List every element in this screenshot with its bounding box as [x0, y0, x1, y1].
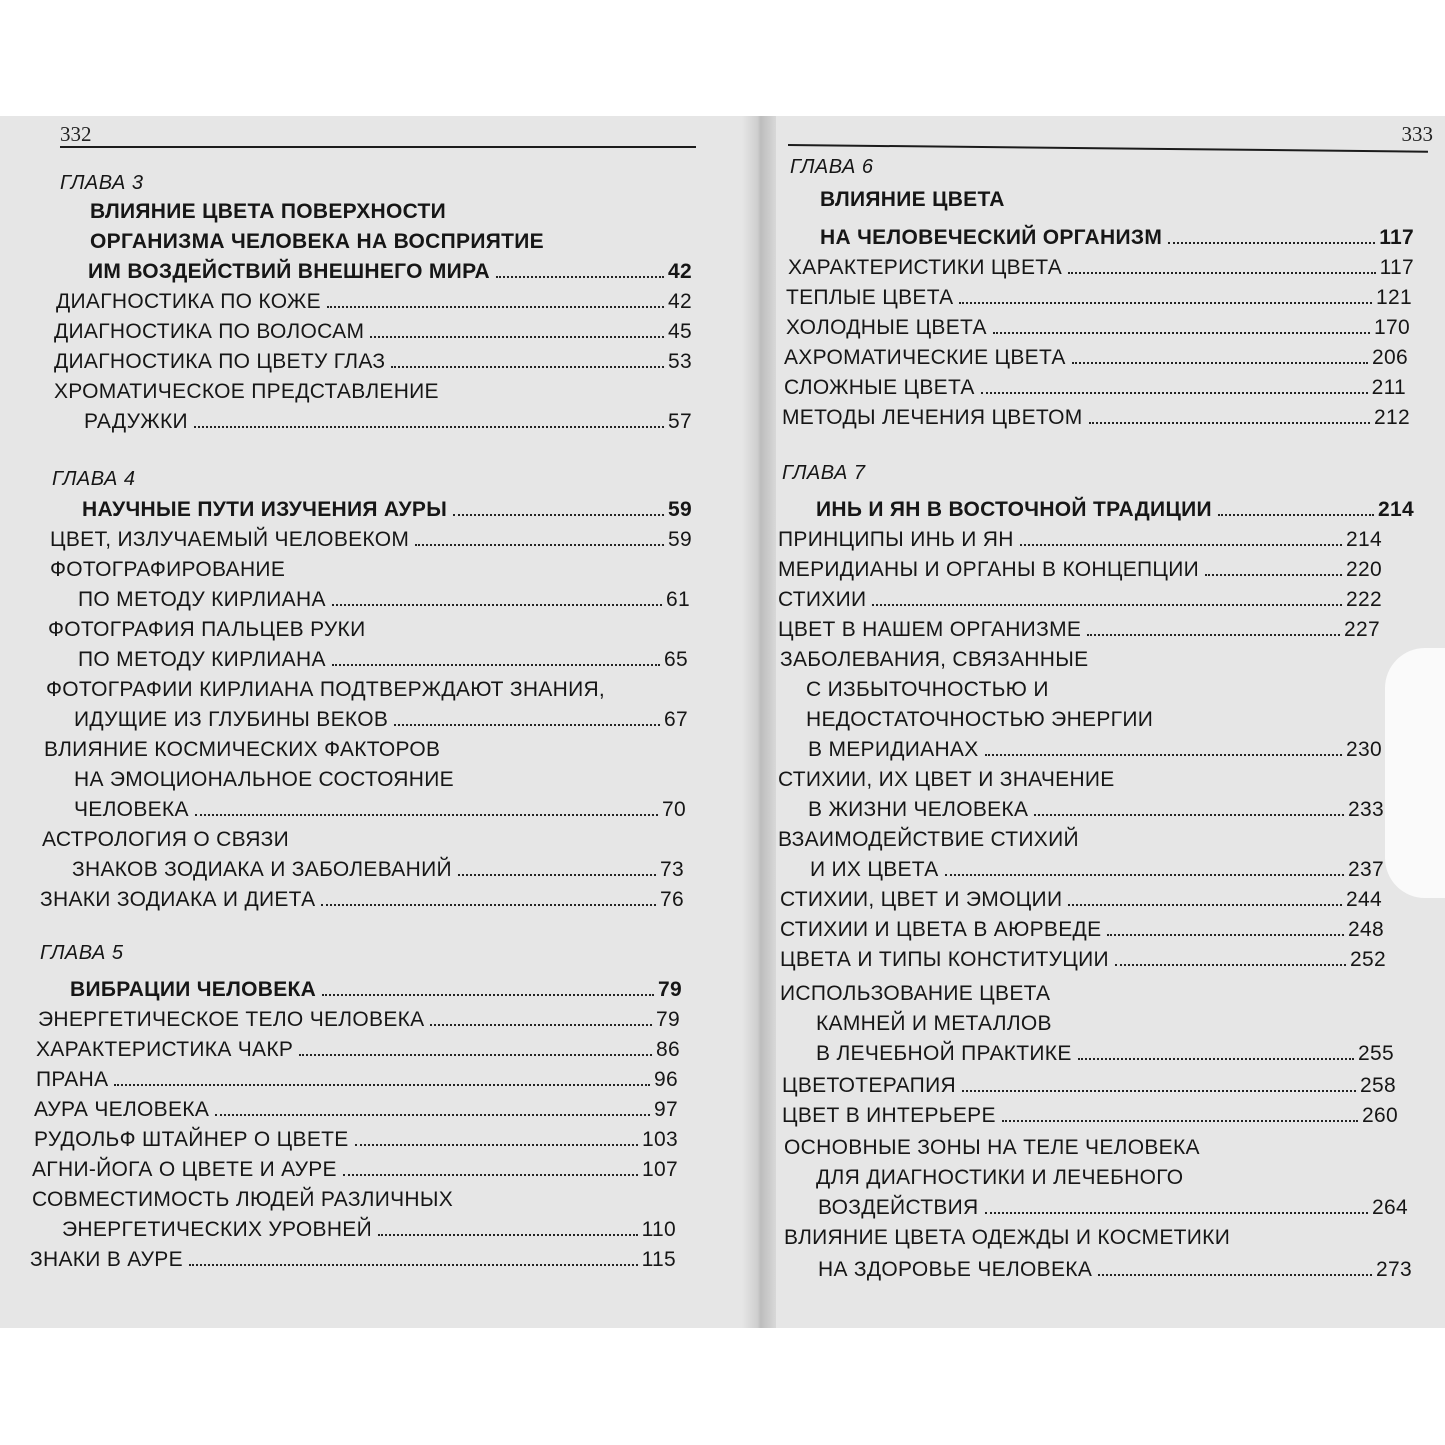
toc-entry-page: 96 [654, 1068, 678, 1091]
toc-entry-page: 73 [660, 858, 684, 881]
toc-entry-title: АУРА ЧЕЛОВЕКА [34, 1098, 210, 1121]
toc-entry[interactable] [54, 320, 692, 344]
dot-leader [962, 1090, 1356, 1092]
toc-entry-title: В МЕРИДИАНАХ [808, 738, 979, 761]
dot-leader [1168, 242, 1375, 244]
dot-leader [343, 1174, 638, 1176]
toc-entry-title: ЭНЕРГЕТИЧЕСКИХ УРОВНЕЙ [62, 1218, 373, 1241]
chapter-label: ГЛАВА 4 [52, 468, 136, 490]
toc-entry-title: КАМНЕЙ И МЕТАЛЛОВ [816, 1012, 1052, 1035]
toc-entry-title: ВОЗДЕЙСТВИЯ [818, 1196, 979, 1219]
toc-entry-title: ХАРАКТЕРИСТИКИ ЦВЕТА [788, 256, 1063, 279]
toc-entry-title: ДИАГНОСТИКА ПО ВОЛОСАМ [54, 320, 365, 343]
dot-leader [114, 1084, 650, 1086]
toc-entry-page: 115 [641, 1248, 676, 1271]
toc-entry-page: 170 [1374, 316, 1410, 339]
toc-entry-page: 206 [1372, 346, 1408, 369]
toc-entry[interactable] [36, 1068, 678, 1092]
toc-entry[interactable] [78, 588, 690, 612]
toc-entry-title: ДИАГНОСТИКА ПО ЦВЕТУ ГЛАЗ [54, 350, 386, 373]
dot-leader [370, 336, 664, 338]
toc-entry-title: ИМ ВОЗДЕЙСТВИЙ ВНЕШНЕГО МИРА [88, 260, 490, 283]
toc-entry[interactable] [820, 226, 1414, 250]
dot-leader [959, 302, 1372, 304]
dot-leader [322, 994, 654, 996]
toc-entry[interactable] [810, 858, 1384, 882]
toc-entry[interactable] [780, 948, 1386, 972]
toc-entry-title: ИНЬ И ЯН В ВОСТОЧНОЙ ТРАДИЦИИ [816, 498, 1212, 521]
toc-entry-title: ЭНЕРГЕТИЧЕСКОЕ ТЕЛО ЧЕЛОВЕКА [38, 1008, 425, 1031]
toc-entry-title: ПО МЕТОДУ КИРЛИАНА [78, 588, 326, 611]
toc-entry-page: 42 [668, 260, 692, 283]
page-number: 333 [1401, 122, 1433, 146]
dot-leader [981, 392, 1368, 394]
toc-entry-title: ПО МЕТОДУ КИРЛИАНА [78, 648, 326, 671]
toc-entry[interactable] [818, 1258, 1412, 1282]
toc-entry-page: 273 [1376, 1258, 1412, 1281]
toc-entry-page: 107 [642, 1158, 678, 1181]
toc-entry[interactable] [778, 618, 1380, 642]
toc-entry-page: 211 [1371, 376, 1406, 399]
dot-leader [1107, 934, 1344, 936]
toc-entry-title: ХАРАКТЕРИСТИКА ЧАКР [36, 1038, 294, 1061]
toc-entry[interactable] [778, 528, 1382, 552]
toc-entry-title: ВЛИЯНИЕ ЦВЕТА ОДЕЖДЫ И КОСМЕТИКИ [784, 1226, 1231, 1249]
toc-entry-title: ВИБРАЦИИ ЧЕЛОВЕКА [70, 978, 317, 1001]
toc-entry-page: 57 [668, 410, 692, 433]
dot-leader [391, 366, 664, 368]
toc-entry[interactable] [778, 558, 1382, 582]
toc-entry-title: В ЛЕЧЕБНОЙ ПРАКТИКЕ [816, 1042, 1072, 1065]
dot-leader [1002, 1120, 1358, 1122]
toc-entry-page: 260 [1362, 1104, 1398, 1127]
toc-entry[interactable] [78, 648, 688, 672]
dot-leader [299, 1054, 652, 1056]
dot-leader [945, 874, 1344, 876]
toc-entry[interactable] [780, 918, 1384, 942]
toc-entry-title: АХРОМАТИЧЕСКИЕ ЦВЕТА [784, 346, 1066, 369]
dot-leader [496, 276, 664, 278]
dot-leader [195, 814, 658, 816]
toc-entry-title: НЕДОСТАТОЧНОСТЬЮ ЭНЕРГИИ [806, 708, 1154, 731]
toc-entry-page: 227 [1344, 618, 1380, 641]
toc-entry-title: ЗНАКОВ ЗОДИАКА И ЗАБОЛЕВАНИЙ [72, 858, 452, 881]
dot-leader [985, 1212, 1369, 1214]
dot-leader [1089, 422, 1371, 424]
toc-entry-title: НА ЧЕЛОВЕЧЕСКИЙ ОРГАНИЗМ [820, 226, 1163, 249]
dot-leader [415, 544, 664, 546]
toc-entry-title: С ИЗБЫТОЧНОСТЬЮ И [806, 678, 1049, 701]
toc-entry-title: В ЖИЗНИ ЧЕЛОВЕКА [808, 798, 1029, 821]
dot-leader [1078, 1058, 1354, 1060]
toc-entry[interactable] [36, 1038, 680, 1062]
toc-entry-title: СТИХИИ, ИХ ЦВЕТ И ЗНАЧЕНИЕ [778, 768, 1115, 791]
right-page [776, 116, 1445, 1328]
toc-entry-title: ЗНАКИ ЗОДИАКА И ДИЕТА [40, 888, 316, 911]
toc-entry[interactable] [62, 1218, 676, 1242]
dot-leader [1098, 1274, 1372, 1276]
toc-entry-title: ПРАНА [36, 1068, 109, 1091]
chapter-title: ВЛИЯНИЕ ЦВЕТА [820, 188, 1005, 211]
toc-entry[interactable] [74, 708, 688, 732]
chapter-title: ОРГАНИЗМА ЧЕЛОВЕКА НА ВОСПРИЯТИЕ [90, 230, 544, 253]
toc-entry[interactable] [84, 410, 692, 434]
toc-entry[interactable] [34, 1128, 678, 1152]
toc-entry-page: 79 [656, 1008, 680, 1031]
toc-entry-page: 244 [1346, 888, 1382, 911]
toc-entry[interactable] [40, 888, 684, 912]
toc-entry-title: ХОЛОДНЫЕ ЦВЕТА [786, 316, 987, 339]
toc-entry[interactable] [54, 350, 692, 374]
toc-entry[interactable] [808, 798, 1384, 822]
toc-entry-title: ТЕПЛЫЕ ЦВЕТА [786, 286, 954, 309]
toc-entry-page: 42 [668, 290, 692, 313]
toc-entry-page: 70 [662, 798, 686, 821]
toc-entry-page: 59 [668, 528, 692, 551]
chapter-title: ВЛИЯНИЕ ЦВЕТА ПОВЕРХНОСТИ [90, 200, 447, 223]
toc-entry-page: 110 [641, 1218, 676, 1241]
toc-entry[interactable] [816, 498, 1414, 522]
toc-entry[interactable] [88, 260, 692, 284]
toc-entry-page: 237 [1348, 858, 1384, 881]
toc-entry-page: 220 [1346, 558, 1382, 581]
toc-entry[interactable] [70, 978, 682, 1002]
toc-entry-title: ПРИНЦИПЫ ИНЬ И ЯН [778, 528, 1014, 551]
dot-leader [430, 1024, 652, 1026]
chapter-label: ГЛАВА 6 [790, 156, 874, 178]
dot-leader [993, 332, 1370, 334]
toc-entry-title: ДИАГНОСТИКА ПО КОЖЕ [56, 290, 321, 313]
toc-entry-page: 103 [642, 1128, 678, 1151]
toc-entry-page: 86 [656, 1038, 680, 1061]
toc-entry-title: ЧЕЛОВЕКА [74, 798, 189, 821]
page-number: 332 [60, 122, 92, 146]
toc-entry[interactable] [784, 376, 1406, 400]
toc-entry[interactable] [784, 346, 1408, 370]
dot-leader [327, 306, 664, 308]
dot-leader [215, 1114, 650, 1116]
toc-entry-page: 255 [1358, 1042, 1394, 1065]
left-page [0, 116, 742, 1328]
dot-leader [1115, 964, 1346, 966]
toc-entry-title: ФОТОГРАФИЯ ПАЛЬЦЕВ РУКИ [48, 618, 366, 641]
header-rule [60, 146, 696, 148]
toc-entry-title: АГНИ-ЙОГА О ЦВЕТЕ И АУРЕ [32, 1158, 337, 1181]
toc-entry[interactable] [782, 1074, 1396, 1098]
toc-entry-title: ЦВЕТ В ИНТЕРЬЕРЕ [782, 1104, 996, 1127]
toc-entry[interactable] [816, 1042, 1394, 1066]
toc-entry-title: ИСПОЛЬЗОВАНИЕ ЦВЕТА [780, 982, 1051, 1005]
toc-entry-page: 65 [664, 648, 688, 671]
toc-entry[interactable] [808, 738, 1382, 762]
toc-entry-page: 45 [668, 320, 692, 343]
toc-entry-title: СТИХИИ И ЦВЕТА В АЮРВЕДЕ [780, 918, 1102, 941]
toc-entry-title: ЦВЕТ В НАШЕМ ОРГАНИЗМЕ [778, 618, 1082, 641]
toc-entry-title: НАУЧНЫЕ ПУТИ ИЗУЧЕНИЯ АУРЫ [82, 498, 448, 521]
dot-leader [1205, 574, 1342, 576]
toc-entry-title: СТИХИИ, ЦВЕТ И ЭМОЦИИ [780, 888, 1063, 911]
toc-entry-page: 264 [1372, 1196, 1408, 1219]
dot-leader [1218, 514, 1374, 516]
toc-entry-title: ФОТОГРАФИИ КИРЛИАНА ПОДТВЕРЖДАЮТ ЗНАНИЯ, [46, 678, 606, 701]
toc-entry-title: ФОТОГРАФИРОВАНИЕ [50, 558, 286, 581]
toc-entry-page: 67 [664, 708, 688, 731]
toc-entry-page: 252 [1350, 948, 1386, 971]
dot-leader [1072, 362, 1368, 364]
toc-entry-page: 117 [1379, 256, 1414, 279]
toc-entry-title: АСТРОЛОГИЯ О СВЯЗИ [42, 828, 290, 851]
toc-entry[interactable] [34, 1098, 678, 1122]
toc-entry-page: 222 [1346, 588, 1382, 611]
toc-entry-title: ЦВЕТА И ТИПЫ КОНСТИТУЦИИ [780, 948, 1109, 971]
toc-entry-page: 53 [668, 350, 692, 373]
toc-entry-title: МЕРИДИАНЫ И ОРГАНЫ В КОНЦЕПЦИИ [778, 558, 1200, 581]
dot-leader [458, 874, 656, 876]
toc-entry[interactable] [50, 528, 692, 552]
dot-leader [1034, 814, 1344, 816]
toc-entry[interactable] [782, 1104, 1398, 1128]
toc-entry-page: 258 [1360, 1074, 1396, 1097]
toc-entry[interactable] [74, 798, 686, 822]
toc-entry[interactable] [56, 290, 692, 314]
toc-entry-page: 248 [1348, 918, 1384, 941]
dot-leader [194, 426, 664, 428]
dot-leader [453, 514, 664, 516]
toc-entry[interactable] [782, 406, 1410, 430]
toc-entry-title: И ИХ ЦВЕТА [810, 858, 939, 881]
dot-leader [1068, 904, 1342, 906]
toc-entry-page: 97 [654, 1098, 678, 1121]
toc-entry-title: ЗАБОЛЕВАНИЯ, СВЯЗАННЫЕ [780, 648, 1089, 671]
header-rule [788, 144, 1428, 153]
dot-leader [189, 1264, 638, 1266]
toc-entry-title: ВЛИЯНИЕ КОСМИЧЕСКИХ ФАКТОРОВ [44, 738, 441, 761]
toc-entry-title: ВЗАИМОДЕЙСТВИЕ СТИХИЙ [778, 828, 1079, 851]
toc-entry[interactable] [778, 588, 1382, 612]
chapter-label: ГЛАВА 3 [60, 172, 144, 194]
toc-entry-page: 233 [1348, 798, 1384, 821]
toc-entry-page: 212 [1374, 406, 1410, 429]
dot-leader [1020, 544, 1342, 546]
toc-entry-title: ЦВЕТ, ИЗЛУЧАЕМЫЙ ЧЕЛОВЕКОМ [50, 528, 410, 551]
toc-entry[interactable] [786, 286, 1412, 310]
toc-entry-title: РАДУЖКИ [84, 410, 188, 433]
toc-entry-page: 214 [1346, 528, 1382, 551]
chapter-label: ГЛАВА 5 [40, 942, 124, 964]
toc-entry-page: 61 [666, 588, 690, 611]
toc-entry-title: ДЛЯ ДИАГНОСТИКИ И ЛЕЧЕБНОГО [816, 1166, 1184, 1189]
toc-entry-title: ОСНОВНЫЕ ЗОНЫ НА ТЕЛЕ ЧЕЛОВЕКА [784, 1136, 1200, 1159]
toc-entry[interactable] [32, 1158, 678, 1182]
toc-entry-title: НА ЭМОЦИОНАЛЬНОЕ СОСТОЯНИЕ [74, 768, 454, 791]
toc-entry-title: СОВМЕСТИМОСТЬ ЛЮДЕЙ РАЗЛИЧНЫХ [32, 1188, 454, 1211]
toc-entry-title: РУДОЛЬФ ШТАЙНЕР О ЦВЕТЕ [34, 1128, 349, 1151]
toc-entry-title: НА ЗДОРОВЬЕ ЧЕЛОВЕКА [818, 1258, 1093, 1281]
toc-entry[interactable] [818, 1196, 1408, 1220]
toc-entry-title: ИДУЩИЕ ИЗ ГЛУБИНЫ ВЕКОВ [74, 708, 389, 731]
toc-entry[interactable] [786, 316, 1410, 340]
toc-entry-page: 76 [660, 888, 684, 911]
toc-entry[interactable] [788, 256, 1414, 280]
dot-leader [355, 1144, 638, 1146]
toc-entry-page: 214 [1378, 498, 1414, 521]
toc-entry-page: 59 [668, 498, 692, 521]
dot-leader [332, 604, 662, 606]
toc-entry[interactable] [72, 858, 684, 882]
toc-entry-title: МЕТОДЫ ЛЕЧЕНИЯ ЦВЕТОМ [782, 406, 1083, 429]
toc-entry-title: ЗНАКИ В АУРЕ [30, 1248, 183, 1271]
toc-entry-title: СЛОЖНЫЕ ЦВЕТА [784, 376, 975, 399]
toc-entry-page: 121 [1376, 286, 1412, 309]
dot-leader [321, 904, 656, 906]
toc-entry-page: 117 [1379, 226, 1414, 249]
toc-entry-title: СТИХИИ [778, 588, 867, 611]
chapter-label: ГЛАВА 7 [782, 462, 866, 484]
toc-entry-page: 79 [658, 978, 682, 1001]
toc-entry-title: ЦВЕТОТЕРАПИЯ [782, 1074, 956, 1097]
dot-leader [378, 1234, 638, 1236]
dot-leader [1068, 272, 1376, 274]
dot-leader [394, 724, 660, 726]
toc-entry[interactable] [30, 1248, 676, 1272]
dot-leader [332, 664, 660, 666]
toc-entry-title: ХРОМАТИЧЕСКОЕ ПРЕДСТАВЛЕНИЕ [54, 380, 439, 403]
toc-entry[interactable] [38, 1008, 680, 1032]
toc-entry[interactable] [82, 498, 692, 522]
toc-entry-page: 230 [1346, 738, 1382, 761]
book-gutter [742, 116, 776, 1328]
dot-leader [872, 604, 1342, 606]
dot-leader [1087, 634, 1340, 636]
toc-entry[interactable] [780, 888, 1382, 912]
dot-leader [985, 754, 1343, 756]
